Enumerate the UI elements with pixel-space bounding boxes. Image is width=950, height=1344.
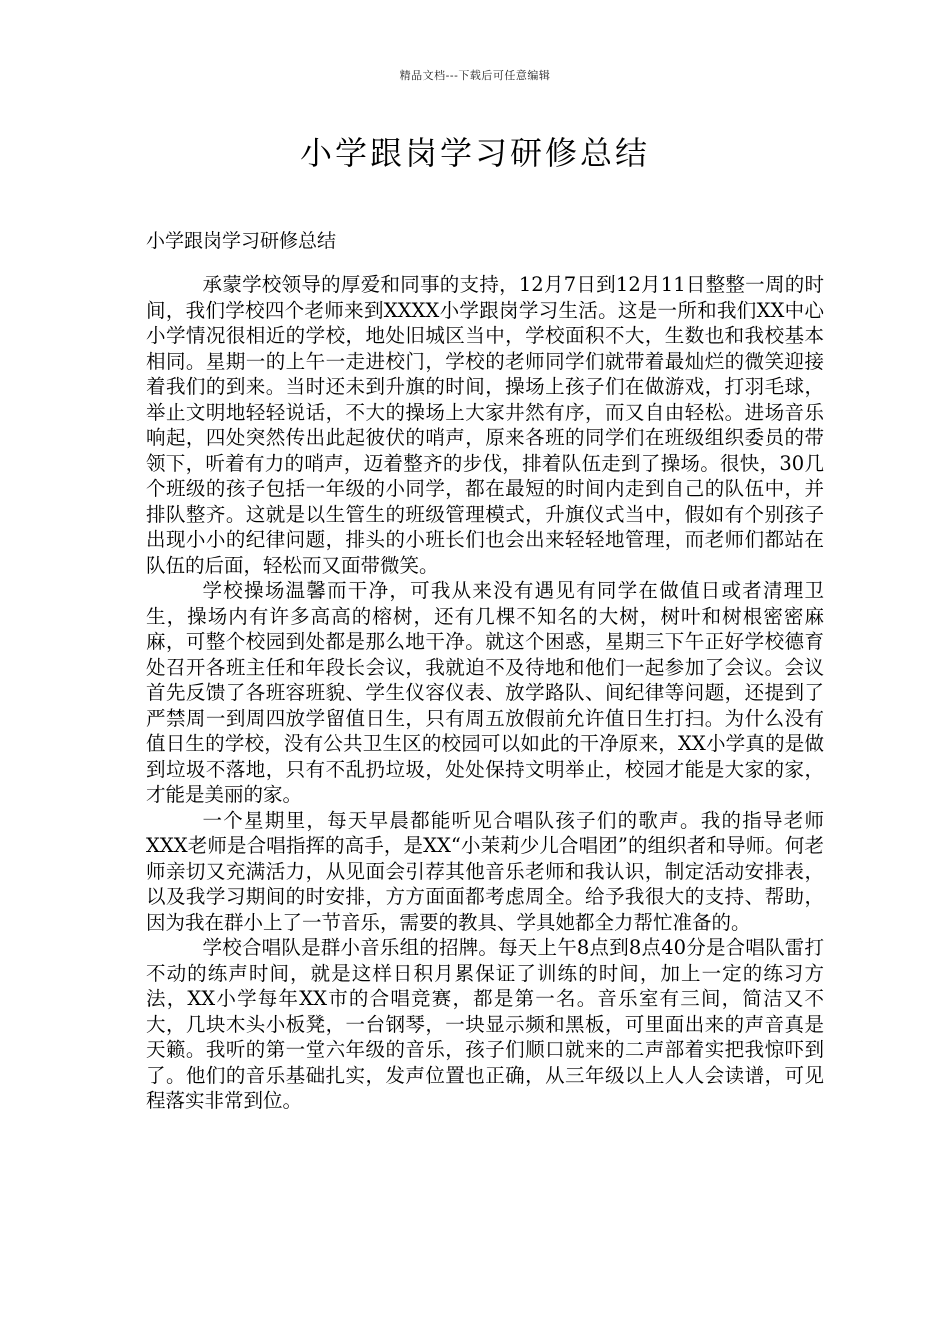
- document-subtitle: 小学跟岗学习研修总结: [146, 230, 337, 252]
- paragraph: 学校合唱队是群小音乐组的招牌。每天上午8点到8点40分是合唱队雷打不动的练声时间，就是这样日积月累保证了训练的时间，加上一定的练习方法，XX小学每年XX市的合唱竞赛，都是第一名。音乐室有三间，简洁又不大，几块木头小板凳，一台钢琴，一块显示频和黑板，可里面出来的声音真是天籁。我听的第一堂六年级的音乐，孩子们顺口就来的二声部着实把我惊吓到了。他们的音乐基础扎实，发声位置也正确，从三年级以上人人会读谱，可见程落实非常到位。: [146, 936, 824, 1112]
- paragraph: 学校操场温馨而干净，可我从来没有遇见有同学在做值日或者清理卫生，操场内有许多高高的榕树，还有几棵不知名的大树，树叶和树根密密麻麻，可整个校园到处都是那么地干净。就这个困惑，星期三下午正好学校德育处召开各班主任和年段长会议，我就迫不及待地和他们一起参加了会议。会议首先反馈了各班容班貌、学生仪容仪表、放学路队、间纪律等问题，还提到了严禁周一到周四放学留值日生，只有周五放假前允许值日生打扫。为什么没有值日生的学校，没有公共卫生区的校园可以如此的干净原来，XX小学真的是做到垃圾不落地，只有不乱扔垃圾，处处保持文明举止，校园才能是大家的家，才能是美丽的家。: [146, 579, 824, 806]
- document-title: 小学跟岗学习研修总结: [299, 134, 650, 172]
- body-text: [146, 272, 824, 1114]
- header-note: 精品文档---下载后可任意编辑: [399, 69, 551, 82]
- paragraph: 一个星期里，每天早晨都能听见合唱队孩子们的歌声。我的指导老师XXX老师是合唱指挥的高手，是XX“小茉莉少儿合唱团”的组织者和导师。何老师亲切又充满活力，从见面会引荐其他音乐老师和我认识，制定活动安排表，以及我学习期间的时安排，方方面面都考虑周全。给予我很大的支持、帮助，因为我在群小上了一节音乐，需要的教具、学具她都全力帮忙准备的。: [146, 808, 824, 934]
- paragraph: 承蒙学校领导的厚爱和同事的支持，12月7日到12月11日整整一周的时间，我们学校四个老师来到XXXX小学跟岗学习生活。这是一所和我们XX中心小学情况很相近的学校，地处旧城区当中，学校面积不大，生数也和我校基本相同。星期一的上午一走进校门，学校的老师同学们就带着最灿烂的微笑迎接着我们的到来。当时还未到升旗的时间，操场上孩子们在做游戏，打羽毛球，举止文明地轻轻说话，不大的操场上大家井然有序，而又自由轻松。进场音乐响起，四处突然传出此起彼伏的哨声，原来各班的同学们在班级组织委员的带领下，听着有力的哨声，迈着整齐的步伐，排着队伍走到了操场。很快，30几个班级的孩子包括一年级的小同学，都在最短的时间内走到自己的队伍中，并排队整齐。这就是以生管生的班级管理模式，升旗仪式当中，假如有个别孩子出现小小的纪律问题，排头的小班长们也会出来轻轻地管理，而老师们都站在队伍的后面，轻松而又面带微笑。: [146, 273, 824, 577]
